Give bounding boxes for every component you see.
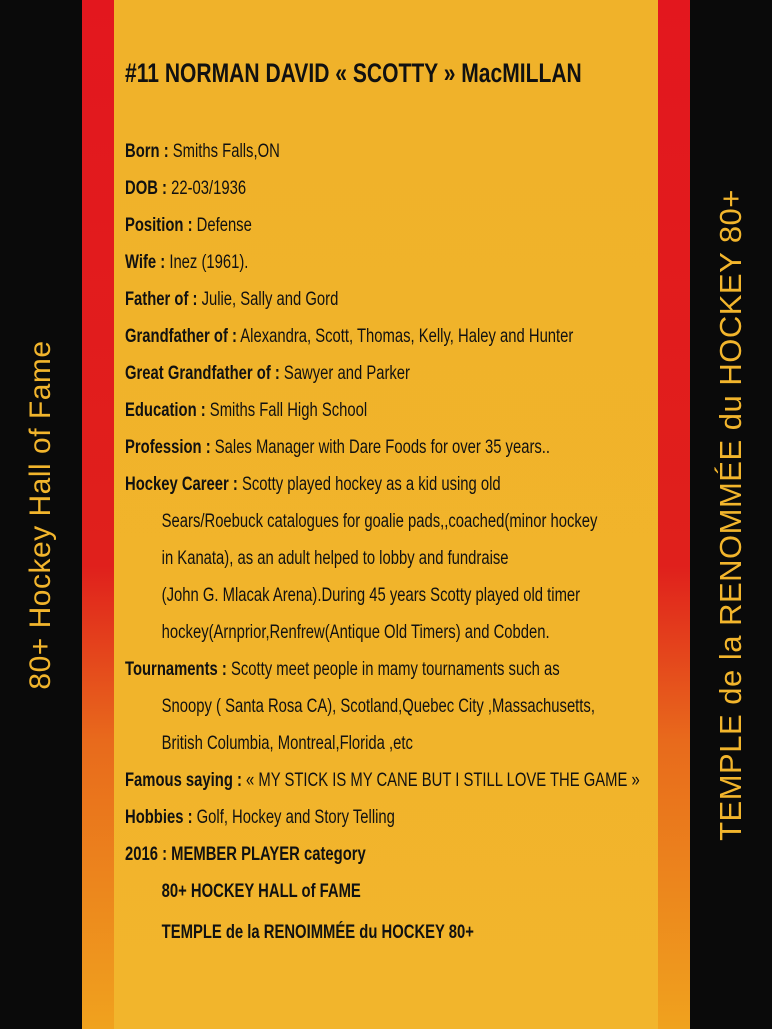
father-row: Father of : Julie, Sally and Gord [125,289,339,310]
famous-saying-row: Famous saying : « MY STICK IS MY CANE BUT I STILL LOVE THE GAME » [125,770,640,791]
side-text-left: 80+ Hockey Hall of Fame [24,340,57,690]
hockey-career-line: (John G. Mlacak Arena).During 45 years Scotty played old timer [161,585,581,606]
right-red-stripe [658,0,690,1029]
wife-row: Wife : Inez (1961). [125,252,249,273]
profession-row: Profession : Sales Manager with Dare Foods for over 35 years.. [125,437,551,458]
hockey-career-line: hockey(Arnprior,Renfrew(Antique Old Timers) and Cobden. [161,622,550,643]
left-red-stripe [82,0,114,1029]
membership-temple: TEMPLE de la RENOIMMÉE du HOCKEY 80+ [161,922,474,943]
tournaments-line: British Columbia, Montreal,Florida ,etc [161,733,413,754]
membership-line: 2016 : MEMBER PLAYER category [125,844,366,865]
card-title: #11 NORMAN DAVID « SCOTTY » MacMILLAN [125,58,582,88]
card-content [125,58,655,951]
membership-hall-of-fame: 80+ HOCKEY HALL of FAME [161,881,361,902]
grandfather-row: Grandfather of : Alexandra, Scott, Thomas, Kelly, Haley and Hunter [125,326,574,347]
side-text-right: TEMPLE de la RENOMMÉE du HOCKEY 80+ [713,189,748,841]
hobbies-row: Hobbies : Golf, Hockey and Story Telling [125,807,395,828]
tournaments-line: Snoopy ( Santa Rosa CA), Scotland,Quebec City ,Massachusetts, [161,696,595,717]
born-row: Born : Smiths Falls,ON [125,141,280,162]
great-grandfather-row: Great Grandfather of : Sawyer and Parker [125,363,410,384]
dob-row: DOB : 22-03/1936 [125,178,247,199]
education-row: Education : Smiths Fall High School [125,400,368,421]
tournaments-row: Tournaments : Scotty meet people in mamy tournaments such as [125,659,560,680]
position-row: Position : Defense [125,215,252,236]
hockey-career-line: Sears/Roebuck catalogues for goalie pads,,coached(minor hockey [161,511,598,532]
hockey-career-line: in Kanata), as an adult helped to lobby and fundraise [161,548,509,569]
hockey-career-row: Hockey Career : Scotty played hockey as a kid using old [125,474,501,495]
